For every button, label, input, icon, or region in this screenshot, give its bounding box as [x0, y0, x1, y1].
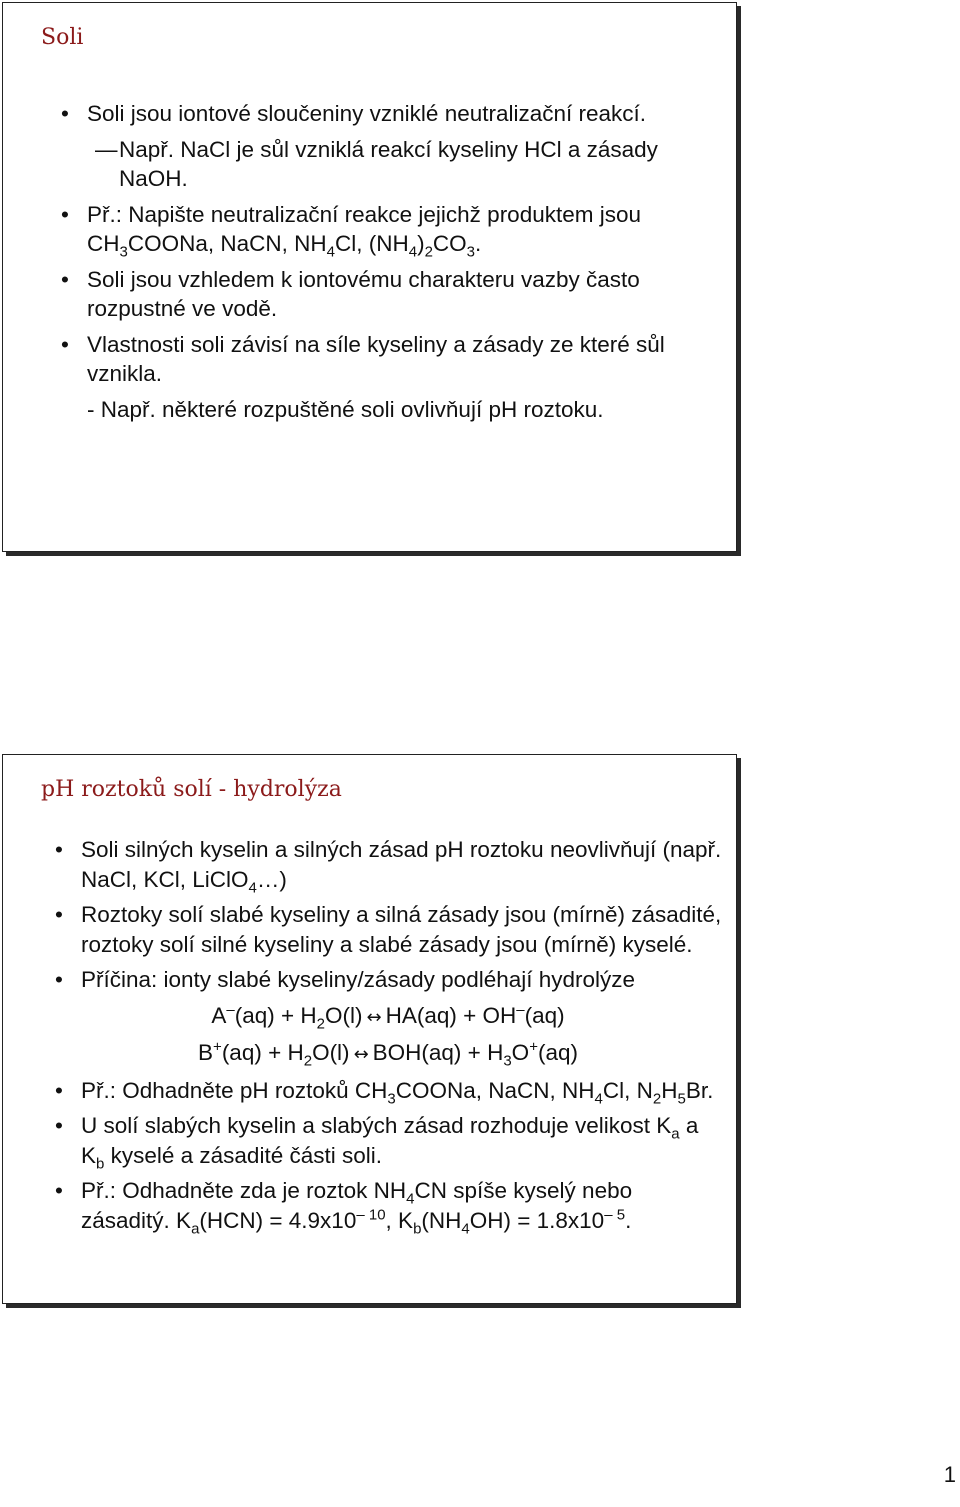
- text: A: [211, 1002, 227, 1028]
- note-ph: - Např. některé rozpuštěné soli ovlivňují pH roztoku.: [87, 396, 604, 422]
- superscript: –: [516, 1001, 525, 1018]
- text: Br.: [685, 1077, 714, 1103]
- subscript: 2: [303, 1052, 313, 1070]
- text: COONa, NaCN, NH: [395, 1077, 595, 1103]
- equilibrium-arrow-icon: ↔: [353, 1044, 369, 1065]
- text: (aq): [537, 1040, 578, 1065]
- subscript: 4: [408, 243, 418, 261]
- text: a K: [81, 1113, 699, 1168]
- text: HA(aq) + OH: [385, 1002, 517, 1028]
- text: U solí slabých kyselin a slabých zásad rozhoduje velikost K: [81, 1113, 672, 1138]
- text: (aq) + H: [234, 1002, 317, 1028]
- text: ): [417, 231, 425, 256]
- text: , K: [385, 1207, 414, 1233]
- subscript: 4: [248, 879, 257, 896]
- bullet-properties: • Vlastnosti soli závisí na síle kyseliny a zásady ze které sůl vznikla.: [59, 330, 719, 389]
- equilibrium-arrow-icon: ↔: [366, 1006, 382, 1028]
- bullet-solubility: • Soli jsou vzhledem k iontovému charakteru vazby často rozpustné ve vodě.: [59, 265, 719, 324]
- text: Př.: Odhadněte pH roztoků CH: [81, 1077, 388, 1103]
- subscript: b: [96, 1155, 105, 1172]
- superscript: +: [213, 1038, 222, 1056]
- subscript: a: [671, 1125, 680, 1143]
- bullet-exercise-ph: [53, 1076, 723, 1106]
- slide-title: pH roztoků solí - hydrolýza: [41, 777, 342, 802]
- text: CO: [432, 231, 467, 256]
- subscript: 5: [677, 1090, 686, 1107]
- subscript: a: [191, 1220, 200, 1237]
- text: (HCN) = 4.9x10: [199, 1207, 357, 1233]
- text: CN spíše kyselý nebo zásaditý. K: [81, 1178, 633, 1233]
- subscript: 4: [594, 1090, 603, 1107]
- bullet-strong-salts: [53, 835, 723, 894]
- bullet-weak-salts: • Roztoky solí slabé kyseliny a silná zásady jsou (mírně) zásadité, roztoky solí silné kyseliny a slabé zásady jsou (mírně) kyselé.: [53, 900, 723, 959]
- text: OH) = 1.8x10: [469, 1207, 605, 1233]
- slide-body: [53, 835, 723, 1241]
- subscript: 3: [119, 243, 128, 261]
- text: O(l): [312, 1040, 350, 1065]
- subscript: 3: [387, 1090, 396, 1107]
- slide-title: Soli: [41, 25, 84, 50]
- page-number: 1: [943, 1462, 956, 1487]
- text: (aq): [524, 1002, 565, 1028]
- text: .: [475, 231, 482, 256]
- slide-hydrolyza: [2, 754, 737, 1304]
- text: BOH(aq) + H: [372, 1040, 504, 1065]
- text: Cl, N: [602, 1077, 653, 1103]
- subscript: 2: [652, 1090, 662, 1107]
- text: (NH: [421, 1207, 462, 1233]
- text: COONa, NaCN, NH: [127, 231, 327, 256]
- bullet-exercise: [59, 200, 719, 259]
- text: Cl, (NH: [334, 231, 409, 256]
- subscript: 4: [406, 1190, 415, 1208]
- text: (aq) + H: [221, 1040, 304, 1065]
- subscript: 4: [461, 1220, 470, 1237]
- text: O: [511, 1040, 530, 1065]
- equation-anion-hydrolysis: [53, 1001, 723, 1033]
- subscript: 3: [466, 243, 475, 261]
- text: Soli silných kyselin a silných zásad pH roztoku neovlivňují (např. NaCl, KCl, LiClO: [81, 837, 722, 892]
- equation-cation-hydrolysis: [53, 1038, 723, 1070]
- subscript: 2: [316, 1015, 325, 1032]
- slide-soli: [2, 2, 737, 552]
- subscript: 2: [424, 243, 433, 261]
- superscript: +: [529, 1038, 538, 1056]
- bullet-ka-kb: [53, 1111, 723, 1170]
- superscript: –: [226, 1001, 235, 1018]
- bullet-cause: • Příčina: ionty slabé kyseliny/zásady podléhají hydrolýze: [53, 965, 723, 995]
- bullet-definition: • Soli jsou iontové sloučeniny vzniklé neutralizační reakcí.: [59, 99, 719, 129]
- superscript: – 5: [604, 1206, 626, 1223]
- superscript: – 10: [356, 1206, 386, 1223]
- text: Př.: Napište neutralizační reakce jejichž produktem jsou CH: [87, 201, 642, 256]
- sub-bullet-example: — Např. NaCl je sůl vzniklá reakcí kyseliny HCl a zásady NaOH.: [59, 135, 719, 194]
- subscript: 4: [326, 243, 335, 261]
- subscript: b: [413, 1220, 422, 1237]
- text: O(l): [324, 1002, 363, 1028]
- text: Př.: Odhadněte zda je roztok NH: [81, 1178, 407, 1203]
- text: B: [198, 1040, 214, 1065]
- bullet-exercise-nh4cn: [53, 1176, 723, 1235]
- subscript: 3: [503, 1052, 512, 1070]
- text: .: [625, 1207, 632, 1233]
- slide-body: [59, 99, 719, 430]
- text: H: [661, 1077, 678, 1103]
- text: kyselé a zásadité části soli.: [104, 1142, 382, 1168]
- text: …): [256, 866, 287, 892]
